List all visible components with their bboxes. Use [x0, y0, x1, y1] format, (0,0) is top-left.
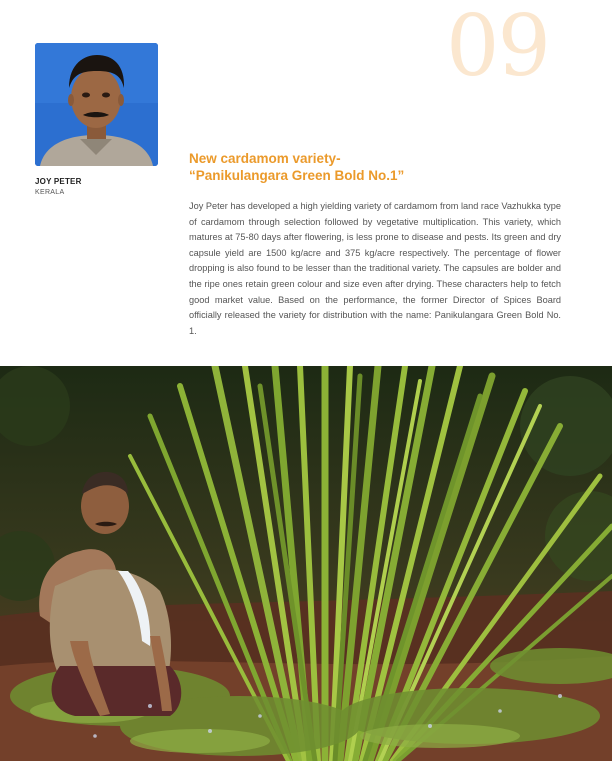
person-name: JOY PETER [35, 177, 82, 186]
portrait-illustration [35, 43, 158, 166]
article-title [189, 150, 569, 184]
portrait-photo [35, 43, 158, 166]
page-number: 09 [446, 0, 549, 95]
cardamom-plant-illustration [0, 366, 612, 761]
article-body: Joy Peter has developed a high yielding variety of cardamom from land race Vazhukka type of cardamom through selection followed by vegetative multiplication. This variety, which matures at 75-80 days after flowering, is less prone to disease and pests. Its green and dry capsule yield are 1500 kg/acre and 375 kg/acre respectively. The percentage of flower dropping is also found to be lesser than the traditional variety. The capsules are bolder and the ripe ones retain green colour and size even after drying. These characters help to fetch good market value. Based on the performance, the former Director of Spices Board officially released the variety for distribution with the name: Panikulangara Green Bold No. 1. [189, 201, 561, 336]
field-photo [0, 366, 612, 761]
article-title-line-1: New cardamom variety- [189, 151, 341, 166]
person-location: KERALA [35, 189, 65, 196]
article-title-line-2: “Panikulangara Green Bold No.1” [189, 168, 405, 183]
